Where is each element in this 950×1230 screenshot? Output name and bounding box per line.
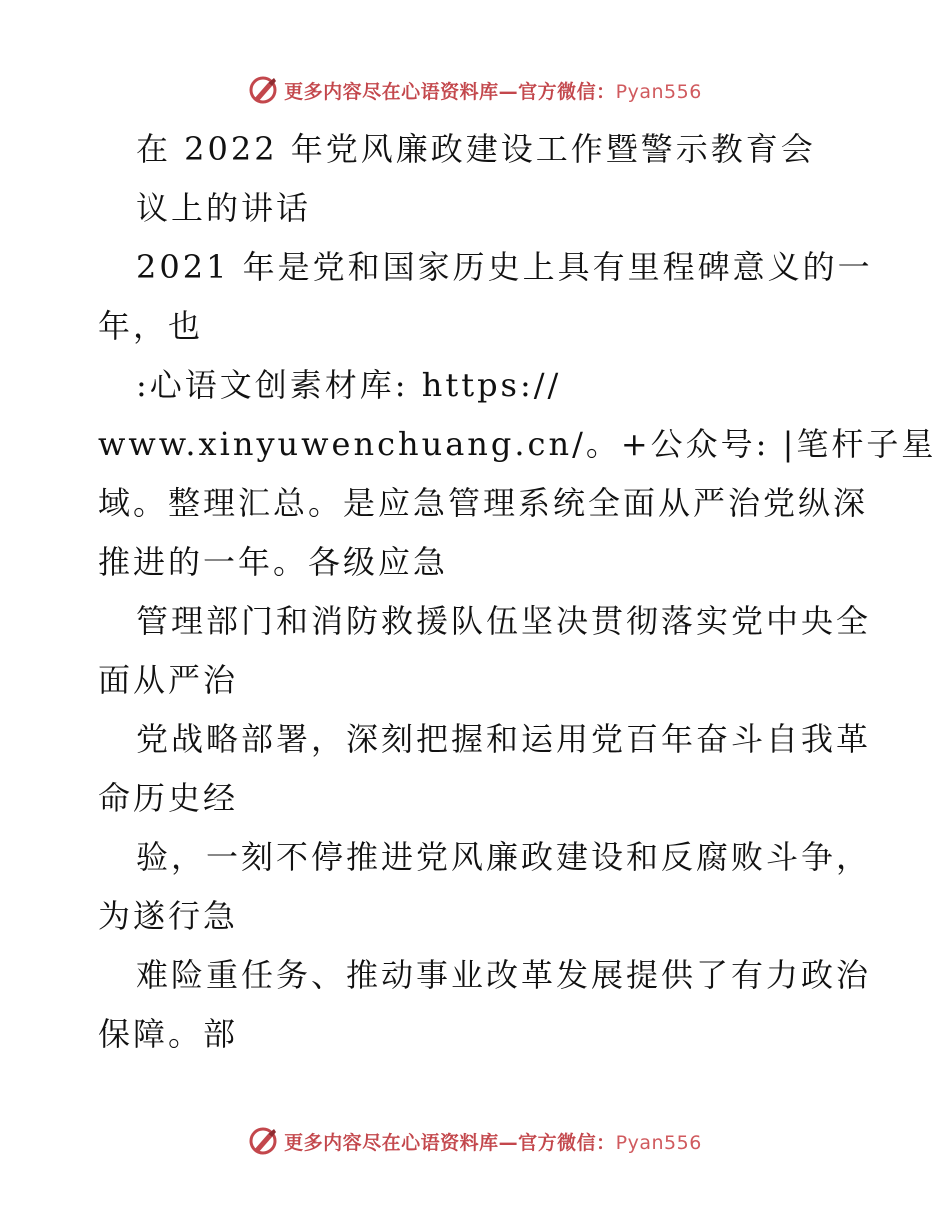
document-body — [98, 120, 937, 1064]
text-line: 域。整理汇总。是应急管理系统全面从严治党纵深 — [98, 484, 869, 522]
text-line: 保障。部 — [98, 1015, 239, 1053]
text-line: 推进的一年。各级应急 — [98, 543, 449, 581]
text-line: 2021 年是党和国家历史上具有里程碑意义的一 — [136, 248, 873, 286]
text-line: www.xinyuwenchuang.cn/。+公众号: |笔杆子星 — [98, 425, 937, 463]
text-line: 面从严治 — [98, 661, 239, 699]
text-line: 管理部门和消防救援队伍坚决贯彻落实党中央全 — [136, 602, 872, 640]
text-line: 难险重任务、推动事业改革发展提供了有力政治 — [136, 956, 872, 994]
watermark-text: 更多内容尽在心语资料库—官方微信：Pyan556 — [284, 80, 702, 103]
watermark-handle: Pyan556 — [615, 1131, 702, 1154]
text-line: 年，也 — [98, 307, 204, 345]
watermark-text: 更多内容尽在心语资料库—官方微信：Pyan556 — [284, 1131, 702, 1154]
text-line: 验，一刻不停推进党风廉政建设和反腐败斗争， — [136, 838, 872, 876]
text-line: 为遂行急 — [98, 897, 239, 935]
text-line: :心语文创素材库: https:// — [136, 366, 562, 404]
text-line: 在 2022 年党风廉政建设工作暨警示教育会 — [136, 130, 816, 168]
header-watermark — [0, 70, 950, 110]
pen-logo-icon — [248, 75, 278, 105]
pen-logo-icon — [248, 1126, 278, 1156]
watermark-handle: Pyan556 — [615, 80, 702, 103]
text-line: 命历史经 — [98, 779, 239, 817]
footer-watermark — [0, 1121, 950, 1161]
text-line: 议上的讲话 — [136, 189, 312, 227]
text-line: 党战略部署，深刻把握和运用党百年奋斗自我革 — [136, 720, 872, 758]
